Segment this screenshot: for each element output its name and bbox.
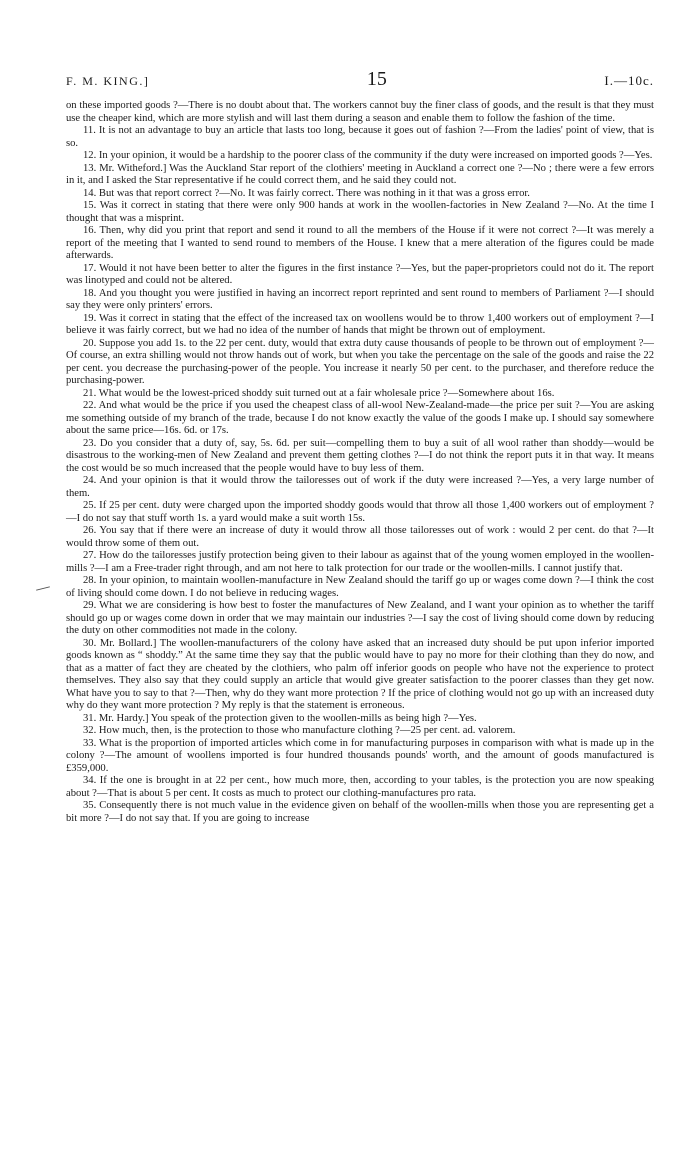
paragraph: 23. Do you consider that a duty of, say, 5s. 6d. per suit—compelling them to buy a suit of all wool rather than shoddy—would be disastrous to the working-men of New Zealand and prevent them getting clothes ?—I do not think the report puts it in that way. It means the cost would be so much increased that the people would have to buy less of them.: [66, 437, 654, 474]
paragraph: 26. You say that if there were an increase of duty it would throw all those tailoresses out of work : would 2 per cent. do that ?—It would throw some of them out.: [66, 525, 654, 549]
paragraph: 11. It is not an advantage to buy an article that lasts too long, because it goes out of fashion ?—From the ladies' point of view, that is so.: [66, 125, 654, 149]
header-paper-reference: I.—10c.: [604, 73, 654, 88]
paragraph: 22. And what would be the price if you used the cheapest class of all-wool New-Zealand-made—the price per suit ?—You are asking me something outside of my branch of the trade, because I do not know exactly the value of the goods I make up. I should say somewhere about the same price—16s. 6d. or 17s.: [66, 400, 654, 436]
paragraph: 21. What would be the lowest-priced shoddy suit turned out at a fair wholesale price ?—Somewhere about 16s.: [83, 387, 555, 399]
paragraph: 14. But was that report correct ?—No. It was fairly correct. There was nothing in it that was a gross error.: [83, 187, 530, 199]
paragraph: 17. Would it not have been better to alter the figures in the first instance ?—Yes, but the paper-proprietors could not do it. The report was linotyped and could not be altered.: [66, 262, 654, 286]
paragraph: 15. Was it correct in stating that there were only 900 hands at work in the woollen-factories in New Zealand ?—No. At the time I thought that was a misprint.: [66, 200, 654, 224]
paragraph: 12. In your opinion, it would be a hardship to the poorer class of the community if the duty were increased on imported goods ?—Yes.: [83, 150, 653, 161]
running-header: [66, 68, 654, 96]
paragraph: 29. What we are considering is how best to foster the manufactures of New Zealand, and I want your opinion as to whether the tariff should go up or wages come down in order that we may maintain our industries ?—I say the cost of living should come down by reducing the duty on other commodities not made in the colony.: [66, 600, 654, 636]
paragraph: 18. And you thought you were justified in having an incorrect report reprinted and sent round to members of Parliament ?—I should say they were only printers' errors.: [66, 287, 654, 311]
document-page: [66, 68, 654, 825]
paragraph: 27. How do the tailoresses justify protection being given to their labour as against that of the young women employed in the woollen-mills ?—I am a Free-trader right through, and am not here to talk protection for our trade or the woollen-mills. I cannot justify that.: [66, 550, 654, 574]
paragraph: 28. In your opinion, to maintain woollen-manufacture in New Zealand should the tariff go up or wages come down ?—I think the cost of living should come down. I do not believe in reducing wages.: [66, 575, 654, 599]
paragraph: 33. What is the proportion of imported articles which come in for manufacturing purposes in comparison with what is made up in the colony ?—The amount of woollens imported is four hundred thousands pounds' worth, and the amount of goods manufactured is £359,000.: [66, 737, 654, 774]
paragraph: 35. Consequently there is not much value in the evidence given on behalf of the woollen-mills when those you are representing get a bit more ?—I do not say that. If you are going to increase: [66, 800, 654, 824]
paragraph: on these imported goods ?—There is no doubt about that. The workers cannot buy the finer class of goods, and the result is that they must use the cheaper kind, which are more stylish and will last them during a season and enable them to follow the fashion of the time.: [66, 100, 654, 124]
paragraph: 16. Then, why did you print that report and send it round to all the members of the House if it were not correct ?—It was merely a report of the meeting that I wanted to send round to members of the House. I knew that a mere alteration of the figures could be made afterwards.: [66, 225, 654, 261]
page-number: 15: [366, 68, 387, 90]
paragraph: 30. Mr. Bollard.] The woollen-manufacturers of the colony have asked that an increased duty should be put upon inferior imported goods known as “ shoddy.” At the same time they say that the public would have to pay no more for their clothing than they do now, and that as a matter of fact they are cheated by the clothiers, who palm off inferior goods on people who have not the experience to protect themselves. They also say that they could supply an article that would give greater satisfaction to the poorer classes than they get now. What have you to say to that ?—Then, why do they want more protection ? If the price of clothing would not go up with an increased duty why do they want more protection ? My reply is that the statement is erroneous.: [66, 637, 654, 711]
paragraph: 19. Was it correct in stating that the effect of the increased tax on woollens would be to throw 1,400 workers out of employment ?—I believe it was fairly correct, but we had no idea of the number of hands that might be thrown out of employment.: [66, 312, 654, 336]
header-witness-name: F. M. KING.]: [66, 74, 150, 88]
margin-mark: [36, 586, 50, 590]
paragraph: 32. How much, then, is the protection to those who manufacture clothing ?—25 per cent. ad. valorem.: [83, 725, 516, 736]
paragraph: 20. Suppose you add 1s. to the 22 per cent. duty, would that extra duty cause thousands of people to be thrown out of employment ?—Of course, an extra shilling would not throw hands out of work, but when you take the percentage on the sale of the goods and raise the 22 per cent. you decrease the purchasing-power of the people. You increase it nearly 50 per cent. to the purchaser, and therefore reduce the purchasing-power.: [66, 337, 654, 386]
paragraph: 25. If 25 per cent. duty were charged upon the imported shoddy goods would that throw all those 1,400 workers out of employment ?—I do not say that stuff worth 1s. a yard would make a suit worth 15s.: [66, 500, 654, 524]
paragraph: 31. Mr. Hardy.] You speak of the protection given to the woollen-mills as being high ?—Yes.: [83, 712, 477, 724]
paragraph: 24. And your opinion is that it would throw the tailoresses out of work if the duty were increased ?—Yes, a very large number of them.: [66, 475, 654, 499]
evidence-body: [66, 100, 654, 825]
paragraph: 34. If the one is brought in at 22 per cent., how much more, then, according to your tables, is the protection you are now speaking about ?—That is about 5 per cent. It costs as much to protect our clothing-manufactures pro rata.: [66, 775, 654, 799]
paragraph: 13. Mr. Witheford.] Was the Auckland Star report of the clothiers' meeting in Auckland a correct one ?—No ; there were a few errors in it, and I asked the Star representative if he could correct them, and he said they could not.: [66, 162, 654, 186]
